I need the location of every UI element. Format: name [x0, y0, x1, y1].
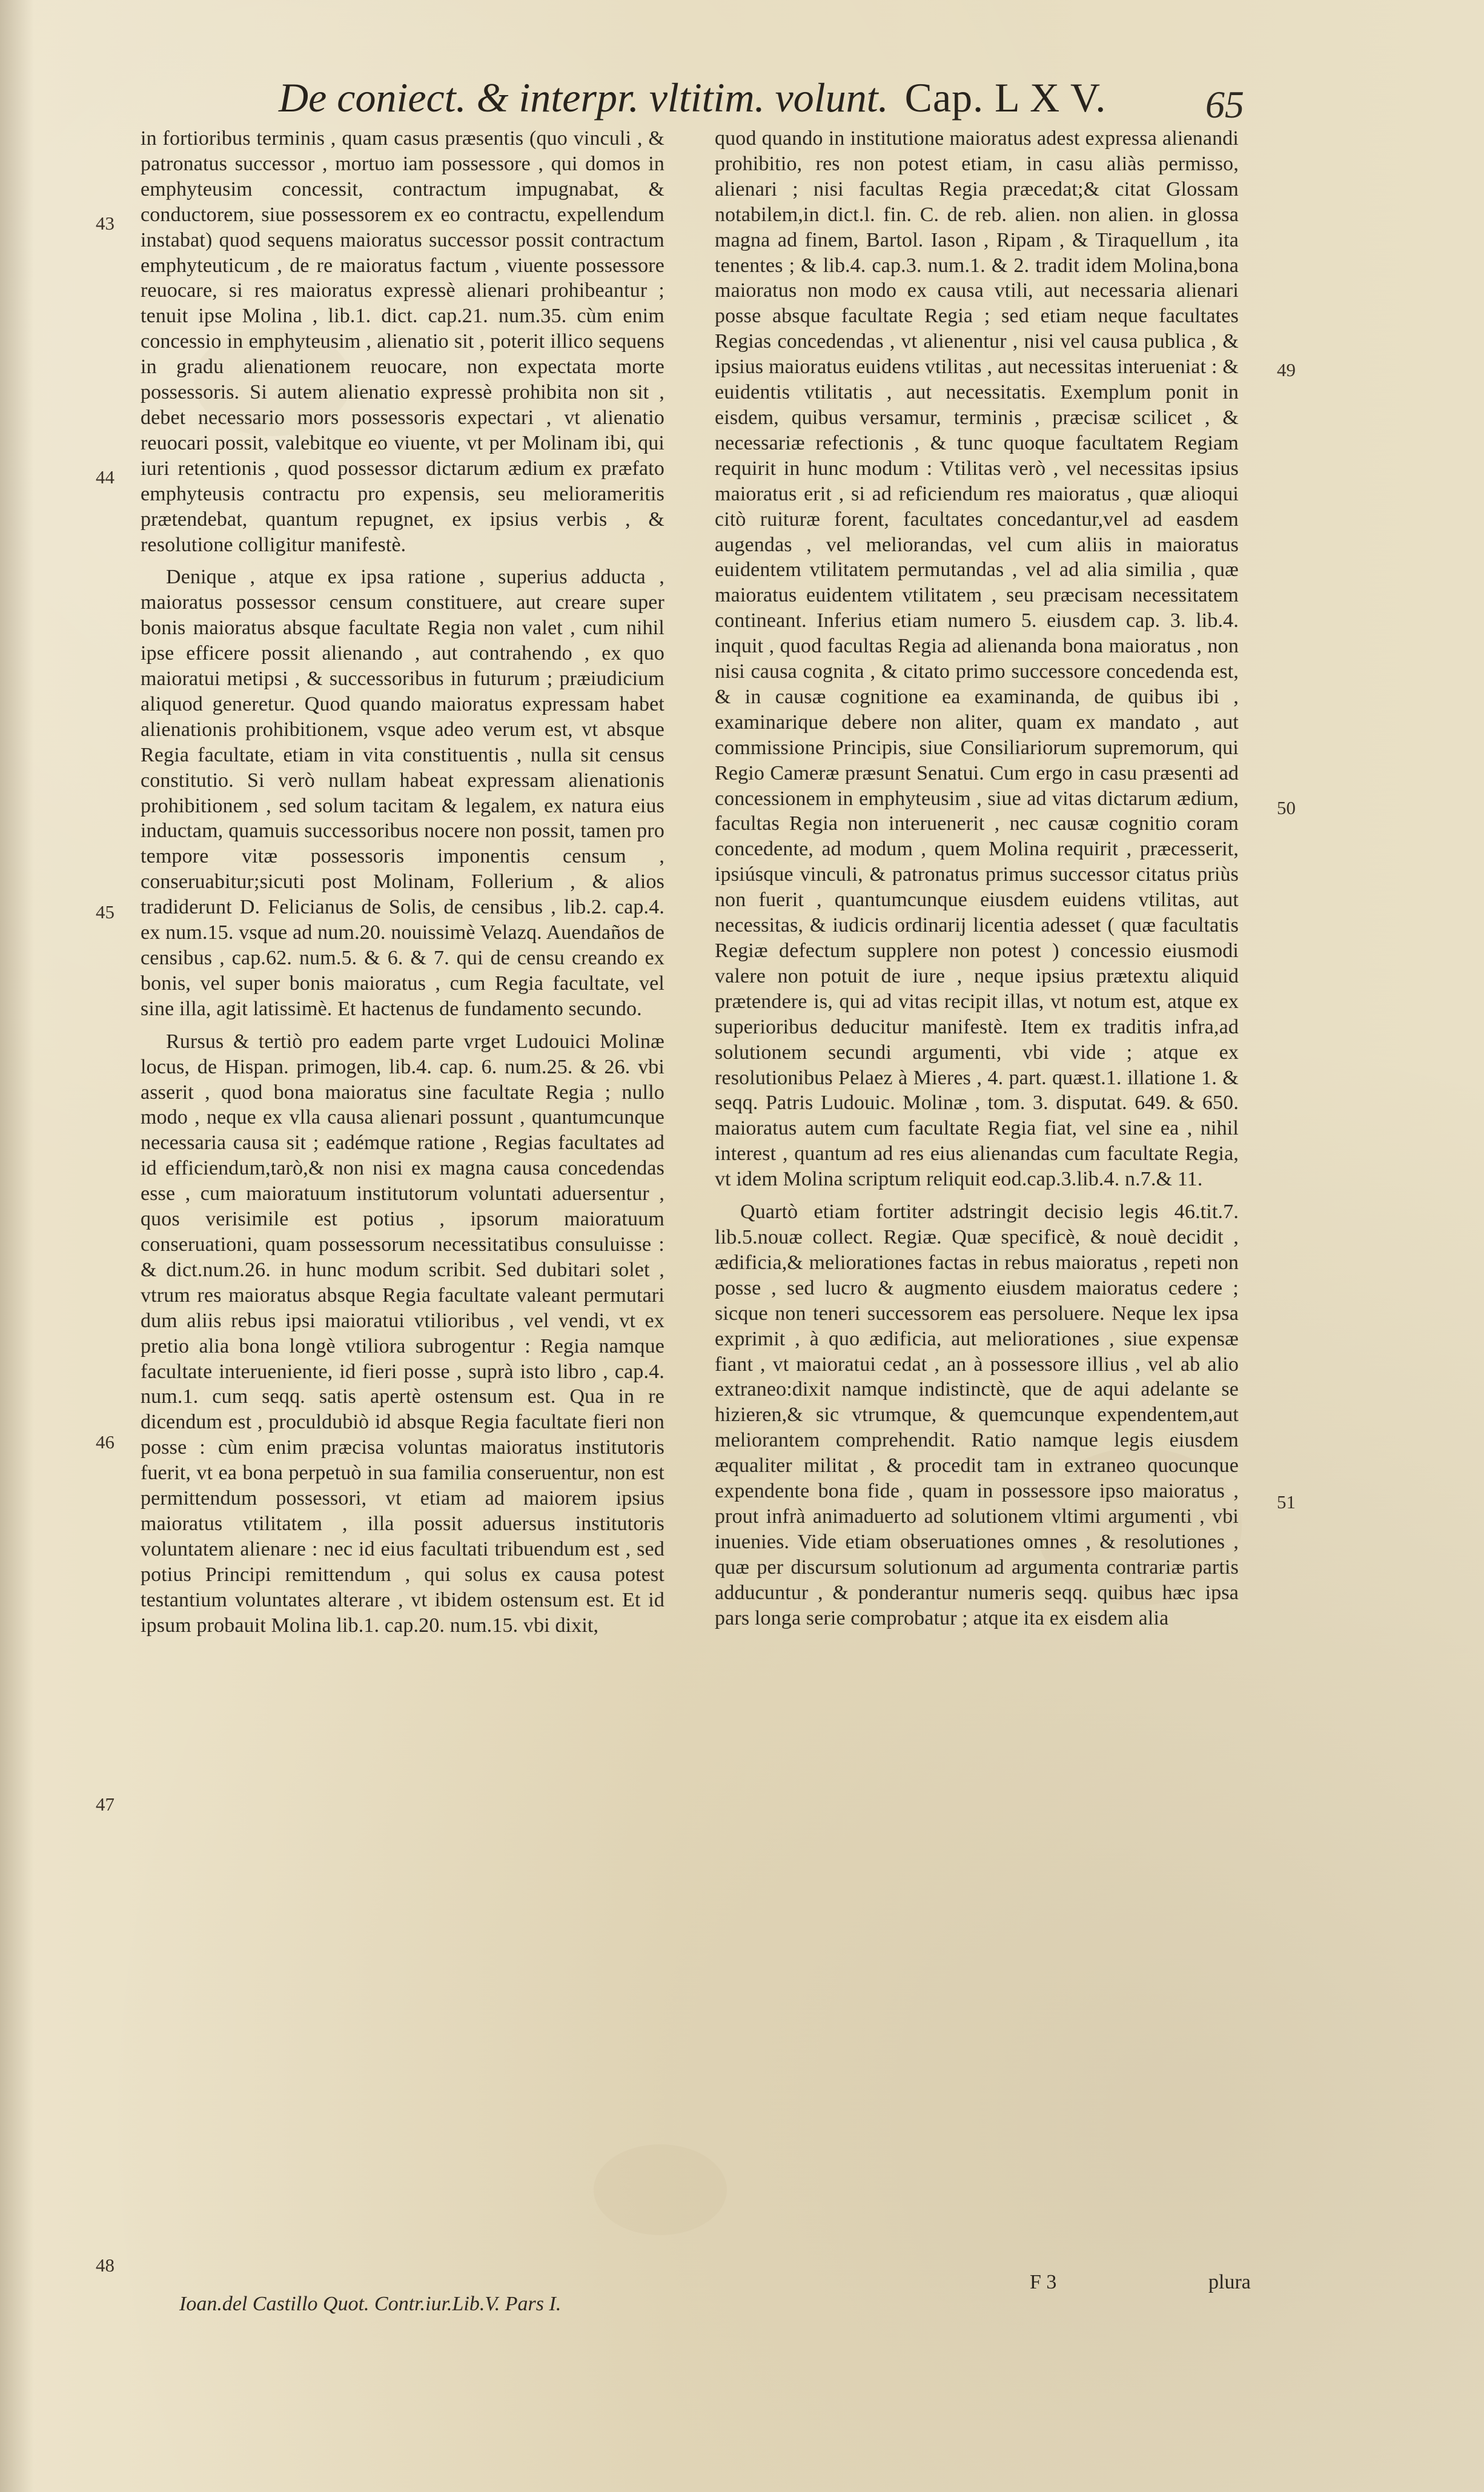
margin-note-49: 49: [1277, 359, 1296, 380]
margin-note-43: 43: [96, 213, 114, 234]
margin-note-48: 48: [96, 2255, 114, 2276]
margin-note-46: 46: [96, 1431, 114, 1453]
right-paragraph-1: quod quando in institutione maioratus adest expressa alienandi prohibitio, res non potest etiam, in casu aliàs permisso, alienari ; nisi facultas Regia præcedat;& citat Glossam notabilem,in dict.l. fin. C. de reb. alien. non alien. in glossa magna ad finem, Bartol. Iason , Ripam , & Tiraquellum , ita tenentes ; & lib.4. cap.3. num.1. & 2. tradit idem Molina,bona maioratus non modo ex causa vtili, aut necessaria alienari posse absque facultate Regia ; sed etiam neque facultates Regias concedendas , vt alienentur , nisi vel causa publica , & ipsius maioratus euidens vtilitas , aut necessitas interueniat : & euidentis vtilitatis , aut necessitatis. Exemplum ponit in eisdem, quibus versamur, terminis , præcisæ scilicet , & necessariæ refectionis , & tunc quoque facultatem Regiam requirit in hunc modum : Vtilitas verò , vel necessitas ipsius maioratus erit , si ad reficiendum res maioratus , quæ alioqui citò ruituræ forent, facultates concedantur,vel ad easdem augendas , vel meliorandas, vel cum aliis in maioratus euidentem vtilitatem permutandas , vel ad alia similia , quæ maioratus euidentem vtilitatem , seu præcisam necessitatem contineant. Inferius etiam numero 5. eiusdem cap. 3. lib.4. inquit , quod facultas Regia ad alienanda bona maioratus , non nisi causa cognita , & citato primo successore concedenda est, & in causæ cognitione ea examinanda, de quibus ibi , examinarique debere non aliter, quam ex mandato , aut commissione Principis, siue Consiliariorum supremorum, qui Regio Cameræ præsunt Senatui. Cum ergo in casu præsenti ad concessionem in emphyteusim , siue ad vitas dictarum ædium, facultas Regia non interuenerit , nec causæ cognitio coram concedente, ad modum , quem Molina requirit , præcesserit, ipsiúsque vinculi, & patronatus primus successor citatus priùs non fuerit , quantumcunque eiusdem euidens vtilitas, aut necessitas, & iudicis ordinarij licentia adesset ( quæ facultatis Regiæ defectum supplere non potest ) concessio eiusmodi valere non potuit de iure , neque ipsius prætextu aliquid prætendere is, qui ad vitas recipit illas, vt notum est, atque ex superioribus deducitur manifestè. Item ex traditis infra,ad solutionem secundi argumenti, vbi vide ; atque ex resolutionibus Pelaez à Mieres , 4. part. quæst.1. illatione 1. & seqq. Patris Ludouic. Molinæ , tom. 3. disputat. 649. & 650. maioratus autem cum facultate Regia fiat, vel sine ea , nihil interest , quantum ad res eius alienandas cum facultate Regia, vt idem Molina scriptum reliquit eod.cap.3.lib.4. n.7.& 11.: [715, 127, 1239, 1191]
margin-note-44: 44: [96, 466, 114, 488]
left-paragraph-1: in fortioribus terminis , quam casus præsentis (quo vinculi , & patronatus successor , mortuo iam possessore , qui domos in emphyteusim concessit, contractum impugnabat, & conductorem, siue possessorem ex eo contractu, expellendum instabat) quod sequens maioratus successor possit contractum emphyteuticum , de re maioratus factum , viuente possessore reuocare, si res maioratus expressè alienari prohibeantur ; tenuit ipse Molina , lib.1. dict. cap.21. num.35. cùm enim concessio in emphyteusim , alienatio sit , poterit illico sequens in gradu alienationem reuocare, non expectata morte possessoris. Si autem alienatio expressè prohibita non sit , debet necessario mors possessoris expectari , vt alienatio reuocari possit, valebitque eo viuente, vt per Molinam ibi, qui iuri retentionis , quod possessor dictarum ædium ex præfato emphyteusis contractu pro expensis, seu meliorameritis prætendebat, quantum repugnet, ex ipsius verbis , & resolutione colligitur manifestè.: [141, 127, 664, 556]
footer-title: Ioan.del Castillo Quot. Contr.iur.Lib.V. Pars I.: [179, 2293, 561, 2315]
left-paragraph-2: Denique , atque ex ipsa ratione , superius adducta , maioratus possessor censum constituere, aut creare super bonis maioratus absque facultate Regia non valet , cum nihil ipse efficere possit alienando , aut contrahendo , ex quo maioratui metipsi , & successoribus in futurum ; præiudicium aliquod generetur. Quod quando maioratus expressam habet alienationis prohibitionem, vsque adeo verum est, vt absque Regia facultate, etiam in vita constituentis , nulla sit census constitutio. Si verò nullam habeat expressam alienationis prohibitionem , sed solum tacitam & legalem, ex natura eius inductam, quamuis successoribus nocere non possit, tamen pro tempore vitæ possessoris imponentis censum , conseruabitur;sicuti post Molinam, Follerium , & alios tradiderunt D. Felicianus de Solis, de censibus , lib.2. cap.4. ex num.15. vsque ad num.20. nouissimè Velazq. Auendaños de censibus , cap.62. num.5. & 6. & 7. qui de censu creando ex bonis, vel super bonis maioratus , cum Regia facultate, vel sine illa, agit latissimè. Et hactenus de fundamento secundo.: [141, 566, 664, 1020]
margin-note-50: 50: [1277, 797, 1296, 818]
left-text-column: [141, 126, 664, 2313]
chapter-number: Cap. L X V.: [904, 75, 1107, 121]
page-spine-shadow: [0, 0, 34, 2492]
left-paragraph-3: Rursus & tertiò pro eadem parte vrget Ludouici Molinæ locus, de Hispan. primogen, lib.4. cap. 6. num.25. & 26. vbi asserit , quod bona maioratus sine facultate Regia ; nullo modo , neque ex vlla causa alienari possunt , quantumcunque necessaria causa sit ; eadémque ratione , Regias facultates ad id efficiendum,tarò,& non nisi ex magna causa concedendas esse , cum maioratuum institutorum voluntati aduersentur , quos verisimile est potius , ipsorum maioratuum conseruationi, quam possessorum necessitatibus consuluisse : & dict.num.26. in hunc modum scribit. Sed dubitari solet , vtrum res maioratus absque Regia facultate valeant permutari dum aliis rebus ipsi maioratui vtilioribus , vel vendi, vt ex pretio alia bona longè vtiliora subrogentur : Regia namque facultate interueniente, id fieri posse , suprà isto libro , cap.4. num.1. cum seqq. satis apertè ostensum est. Qua in re dicendum est , proculdubiò id absque Regia facultate fieri non posse : cùm enim præcisa voluntas maioratus institutoris fuerit, vt ea bona perpetuò in sua familia conseruentur, non est permittendum possessori, vt etiam ad maiorem ipsius maioratus vtilitatem , illa possit aduersus institutoris voluntatem alienare : nec id eius facultati tribuendum est , sed potius Principi remittendum , qui solus ex causa potest testantium voluntates alterare , vt ibidem ostensum est. Et id ipsum probauit Molina lib.1. cap.20. num.15. vbi dixit,: [141, 1030, 664, 1637]
running-head: [279, 71, 1199, 124]
page-number: 65: [1205, 83, 1244, 126]
footer-signature: F 3: [1030, 2271, 1057, 2293]
chapter-title: De coniect. & interpr. vltitim. volunt.: [279, 75, 889, 121]
right-paragraph-2: Quartò etiam fortiter adstringit decisio legis 46.tit.7. lib.5.nouæ collect. Regiæ. Quæ specificè, & nouè decidit , ædificia,& meliorationes factas in rebus maioratus , repeti non posse , sed lucro & augmento eiusdem maioratus cedere ; sicque non teneri successorem eas persoluere. Neque lex ipsa exprimit , à quo ædificia, aut meliorationes , siue expensæ fiant , vt maioratui cedat , an à possessore illius , vel ab alio extraneo:dixit namque indistinctè, que de aqui adelante se hizieren,& sic vtrumque, & quemcunque expendentem,aut meliorantem comprehendit. Ratio namque legis eiusdem æqualiter militat , & procedit tam in extraneo quocunque expendente bona fide , quam in possessore ipso maioratus , prout infrà animaduerto ad solutionem vltimi argumenti , vbi inuenies. Vide etiam obseruationes omnes , & resolutiones , quæ per discursum solutionum ad argumenta contrariæ partis adducuntur , & ponderantur numeris seqq. quibus hæc ipsa pars longa serie comprobatur ; atque ita ex eisdem alia: [715, 1201, 1239, 1629]
margin-note-47: 47: [96, 1794, 114, 1815]
footer-catchword: plura: [1208, 2271, 1251, 2293]
right-text-column: [715, 126, 1239, 2313]
margin-note-45: 45: [96, 901, 114, 923]
margin-note-51: 51: [1277, 1491, 1296, 1513]
